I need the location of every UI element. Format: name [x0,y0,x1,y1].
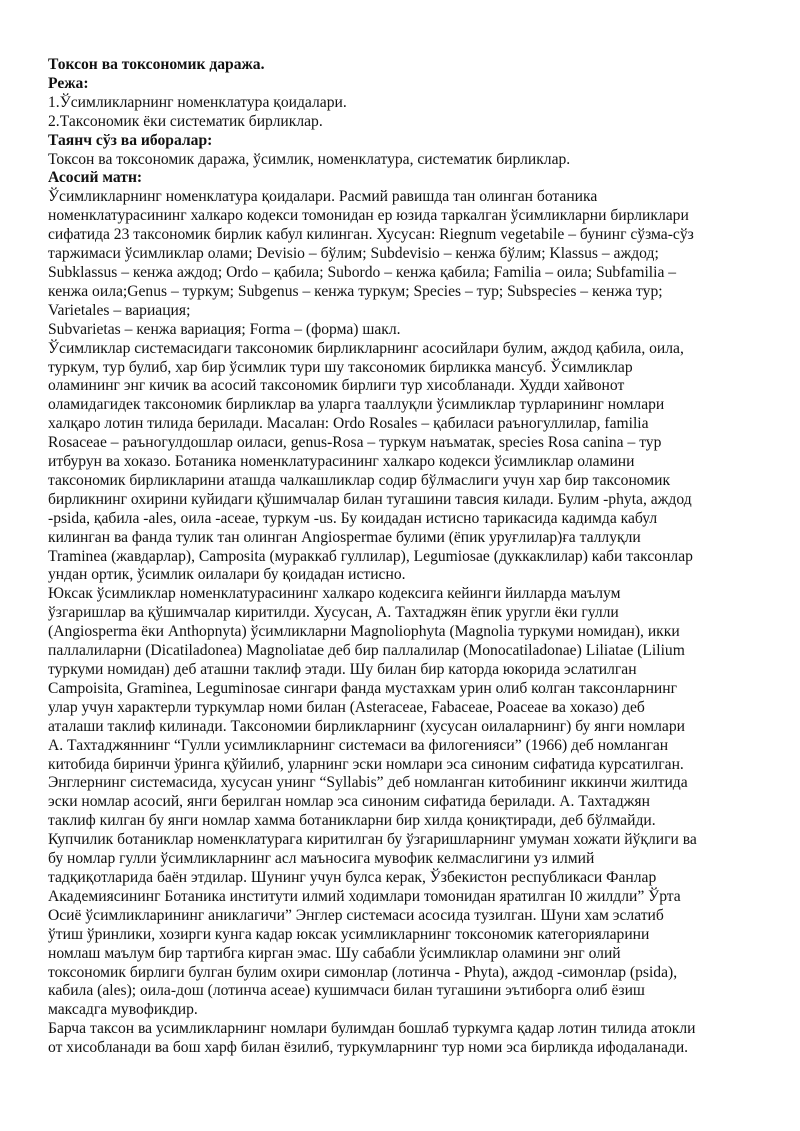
body-line: номлаш маълум бир тартибга кирган эмас. Шу сабабли ўсимликлар оламини энг олий [48,944,621,962]
body-line: эски номлар асосий, янги берилган номлар эса синоним сифатида берилади. А. Тахтаджян [48,793,650,811]
body-line: таржимаси ўсимликлар олами; Devisio – бўлим; Subdevisio – кенжа бўлим; Klassus – аждод; [48,245,659,263]
page-title: Токсон ва токсономик даража. [48,56,265,73]
body-line: ўзгаришлар ва қўшимчалар киритилди. Хусусан, А. Тахтаджян ёпик уругли ёки гулли [48,604,619,622]
body-line: улар учун характерли туркумлар номи билан (Asteraceae, Fabaceae, Poaceae ва хоказо) деб [48,698,645,716]
body-line: Varietales – вариация; [48,301,191,319]
body-line: килинган ва фанда тулик тан олинган Angiospermae булими (ёпик уруғлилар)ға таллуқли [48,528,641,546]
body-line: Campoisita, Graminea, Leguminosae сингари фанда мустахкам урин олиб колган таксонларнинг [48,679,677,697]
body-line: тадқиқотларида баён этдилар. Шунинг учун булса керак, Ўзбекистон республикаси Фанлар [48,868,657,886]
body-line: оламининг энг кичик ва асосий таксономик бирлиги тур хисобланади. Худди хайвонот [48,377,625,395]
body-line: токсономик бирлиги булган булим охири симонлар (лотинча - Phyta), аждод -симонлар (psida), [48,963,678,981]
body-line: Rosaceae – раъногулдошлар оиласи, genus-Rosa – туркум наъматак, species Rosa canina – тур [48,434,662,452]
body-line: паллалиларни (Dicatiladonea) Magnoliatae деб бир паллалилар (Monocatiladonae) Liliatae (Lilium [48,642,685,660]
body-line: таклиф килган бу янги номлар хамма ботаникларни бир хилда қониқтиради, деб бўлмайди. [48,812,656,830]
body-line: максадга мувофикдир. [48,1001,198,1019]
body-line: кабила (ales); оила-дош (лотинча aceae) кушимчаси билан тугашини эътиборга олиб ёзиш [48,982,645,1000]
plan-item: 2.Таксономик ёки систематик бирликлар. [48,112,323,130]
body-line: туркуми номидан) деб аташни таклиф этади. Шу билан бир каторда юкорида эслатилган [48,661,637,678]
body-line: А. Тахтаджяннинг “Гулли усимликларнинг системаси ва филогенияси” (1966) деб номланган [48,736,669,754]
body-line: халқаро лотин тилида берилади. Масалан: Ordo Rosales – қабиласи раъногуллилар, familia [48,415,649,433]
document-page [48,56,758,1058]
body-line: Traminea (жавдарлар), Camposita (мураккаб гуллилар), Legumiosae (дуккаклилар) каби таксонлар [48,547,693,565]
body-line: аталаши таклиф килинади. Таксономии бирликларнинг (хусусан оилаларнинг) бу янги номлари [48,717,685,735]
main-text-label: Асосий матн: [48,169,143,187]
body-line: (Angiosperma ёки Anthopnyta) ўсимликларни Magnoliophyta (Magnolia туркуми номидан), икки [48,623,680,641]
body-line: бу номлар гулли ўсимликларнинг асл маъносига мувофик келмаслигини уз илмий [48,850,595,868]
body-line: Subvarietas – кенжа вариация; Forma – (форма) шакл. [48,320,401,338]
body-line: Академиясининг Ботаника институти илмий ходимлари томонидан яратилган I0 жилдли” Ўрта [48,887,681,905]
body-line: туркум, тур булиб, хар бир ўсимлик тури шу таксономик бирликка мансуб. Ўсимликлар [48,358,633,376]
plan-label: Режа: [48,74,89,92]
body-line: китобида биринчи ўринга қўйилиб, уларнинг эски номлари эса синоним сифатида курсатилган. [48,755,684,773]
keywords-label: Таянч сўз ва иборалар: [48,131,213,149]
body-line: -psida, қабила -ales, оила -aceae, туркум -us. Бу коидадан истисно тарикасида кадимда кабул [48,509,658,527]
body-line: ўтиш ўринлики, хозирги кунга кадар юксак усимликларнинг токсономик категорияларини [48,925,650,943]
body-line: Ўсимликлар системасидаги таксономик бирликларнинг асосийлари булим, аждод қабила, оила, [48,339,684,357]
main-text-body [48,188,758,1058]
body-line: номенклатурасининг халкаро кодекси томонидан ер юзида таркалган ўсимликларни бирликлари [48,207,689,225]
body-line: бирликнинг охирини куйидаги қўшимчалар билан тугашини тавсия килади. Булим -phyta, аждод [48,490,692,508]
body-line: Subklassus – кенжа аждод; Ordo – қабила; Subordo – кенжа қабила; Familia – оила; Subfamilia – [48,263,677,281]
body-line: сифатида 23 таксономик бирлик кабул килинган. Хусусан: Riegnum vegetabile – бунинг сўзма-сўз [48,226,694,244]
body-line: итбурун ва хоказо. Ботаника номенклатурасининг халкаро кодекси ўсимликлар оламини [48,453,635,471]
body-line: Ўсимликларнинг номенклатура қоидалари. Расмий равишда тан олинган ботаника [48,188,598,206]
keywords-text: Токсон ва токсономик даража, ўсимлик, номенклатура, систематик бирликлар. [48,150,571,168]
body-line: от хисобланади ва бош харф билан ёзилиб, туркумларнинг тур номи эса бирликда ифодаланади. [48,1039,689,1057]
body-line: кенжа оила;Genus – туркум; Subgenus – кенжа туркум; Species – тур; Subspecies – кенжа тур; [48,282,663,300]
body-line: оламидагидек таксономик бирликлар ва уларга тааллуқли ўсимликлар турларининг номлари [48,396,665,414]
body-line: Купчилик ботаниклар номенклатурага киритилган бу ўзгаришларнинг умуман хожати йўқлиги ва [48,831,697,849]
body-line: таксономик бирликларини аташда чалкашликлар содир бўлмаслиги учун хар бир таксономик [48,471,671,489]
plan-item: 1.Ўсимликларнинг номенклатура қоидалари. [48,93,347,111]
body-line: Осиё ўсимликларининг аниклагичи” Энглер системаси асосида тузилган. Шуни хам эслатиб [48,906,664,924]
body-line: Энглернинг системасида, хусусан унинг “Syllabis” деб номланган китобининг иккинчи жилтида [48,774,688,792]
body-line: Юксак ўсимликлар номенклатурасининг халкаро кодексига кейинги йилларда маълум [48,585,621,603]
body-line: Барча таксон ва усимликларнинг номлари булимдан бошлаб туркумга қадар лотин тилида атокли [48,1020,696,1038]
body-line: ундан ортик, ўсимлик оилалари бу қоидадан истисно. [48,566,406,584]
